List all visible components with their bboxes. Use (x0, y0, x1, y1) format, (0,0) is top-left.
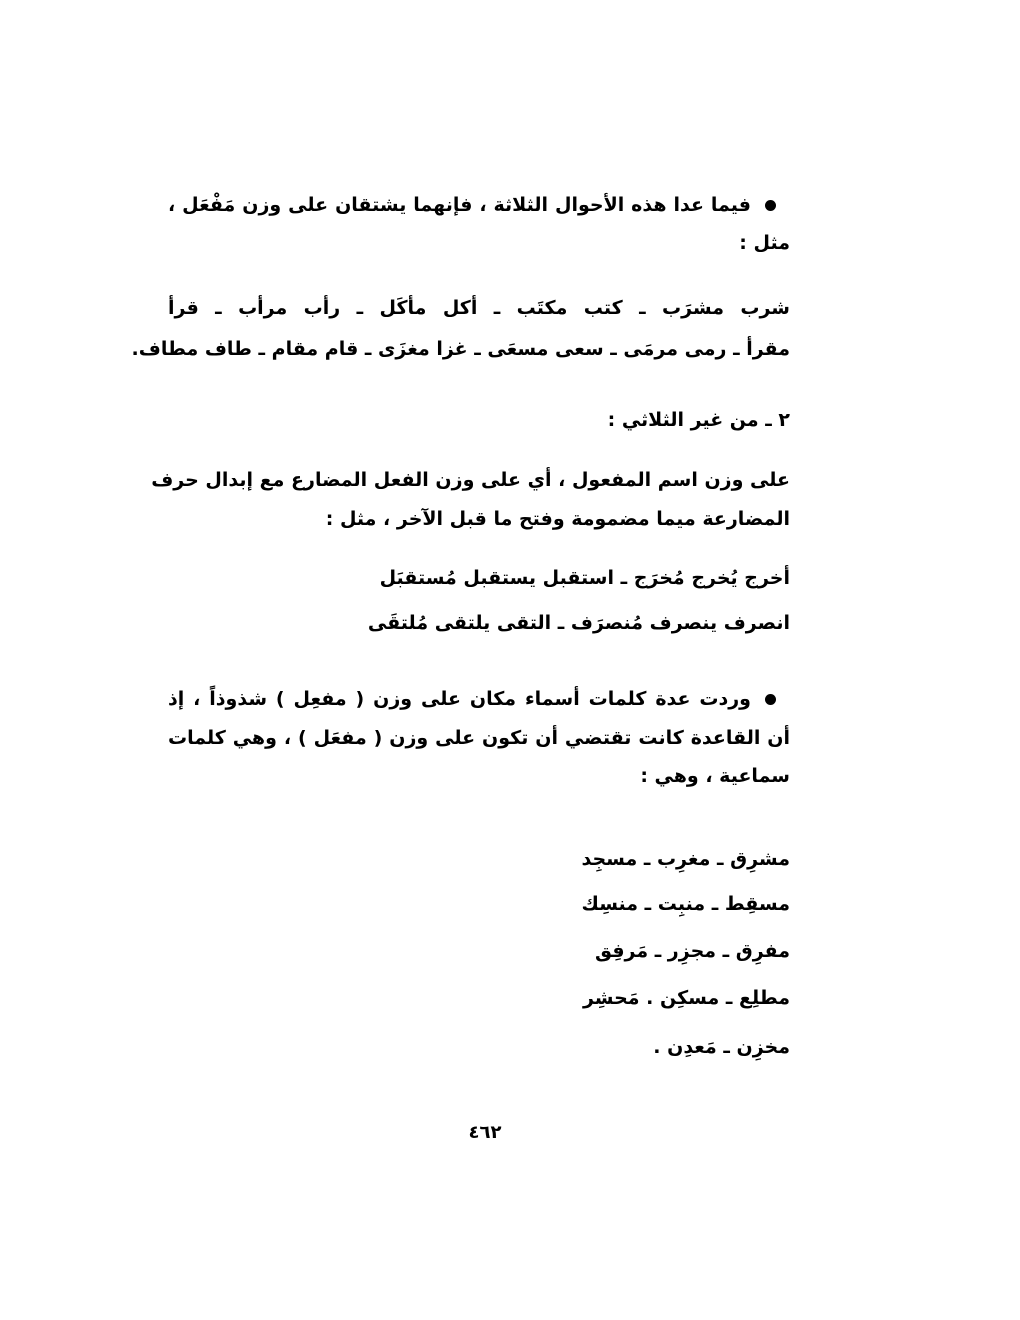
word-list-item: مفرِق ـ مجزِر ـ مَرفِق (594, 940, 790, 962)
paragraph-1-line-1 (168, 192, 776, 218)
word-list-item: مخزِن ـ مَعدِن . (653, 1036, 790, 1058)
examples-2-line-2: انصرف ينصرف مُنصرَف ـ التقى يلتقى مُلتقَى (367, 612, 790, 634)
section-2-heading: ٢ ـ من غير الثلاثي : (607, 409, 790, 431)
examples-2-line-1: أخرج يُخرج مُخرَج ـ استقبل يستقبل مُستقبَل (379, 567, 790, 589)
paragraph-3-line-1 (168, 686, 776, 712)
paragraph-1-line-2: مثل : (739, 232, 790, 254)
examples-1-line-2: مقرأ ـ رمى مرمَى ـ سعى مسعَى ـ غزا مغزَى ـ قام مقام ـ طاف مطاف. (131, 338, 790, 360)
word-list-item: مشرِق ـ مغرِب ـ مسجِد (581, 848, 790, 870)
section-2-line-1: على وزن اسم المفعول ، أي على وزن الفعل المضارع مع إبدال حرف (151, 469, 790, 491)
examples-1-line-1: شرب مشرَب ـ كتب مكتَب ـ أكل مأكَل ـ رأب مرأب ـ قرأ (168, 297, 790, 319)
word-list-item: مطلِع ـ مسكِن . مَحشِر (582, 987, 790, 1009)
section-2-line-2: المضارعة ميما مضمومة وفتح ما قبل الآخر ، مثل : (325, 508, 790, 530)
paragraph-3-text: وردت عدة كلمات أسماء مكان على وزن ( مفعِل ) شذوذاً ، إذ (168, 688, 751, 710)
bullet-icon (765, 694, 776, 705)
page-number: ٤٦٢ (468, 1122, 502, 1143)
paragraph-3-line-2: أن القاعدة كانت تقتضي أن تكون على وزن ( مفعَل ) ، وهي كلمات (168, 727, 790, 749)
paragraph-1-text: فيما عدا هذه الأحوال الثلاثة ، فإنهما يشتقان على وزن مَفْعَل ، (168, 194, 751, 216)
paragraph-3-line-3: سماعية ، وهي : (640, 765, 790, 787)
word-list-item: مسقِط ـ منبِت ـ منسِك (581, 893, 790, 915)
bullet-icon (765, 200, 776, 211)
